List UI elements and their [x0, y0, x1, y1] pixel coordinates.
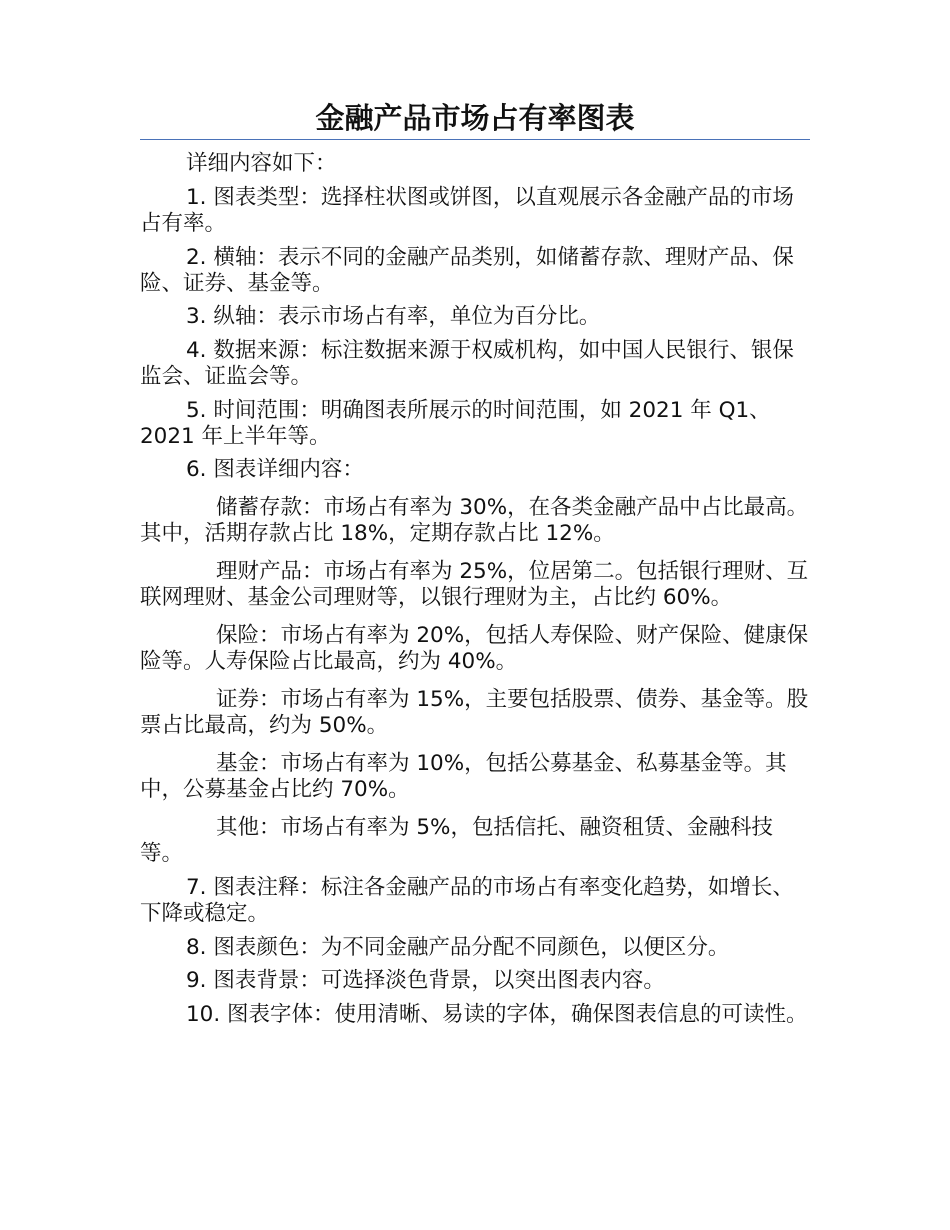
- item-chart-details: 6. 图表详细内容：: [186, 457, 364, 482]
- item-y-axis: 3. 纵轴：表示市场占有率，单位为百分比。: [186, 304, 601, 329]
- detail-funds: 基金：市场占有率为 10%，包括公募基金、私募基金等。其中，公募基金占比约 70%。: [140, 751, 787, 802]
- item-font: 10. 图表字体：使用清晰、易读的字体，确保图表信息的可读性。: [186, 1002, 808, 1027]
- detail-wealth-management: 理财产品：市场占有率为 25%，位居第二。包括银行理财、互联网理财、基金公司理财等，以银行理财为主，占比约 60%。: [140, 559, 809, 610]
- detail-insurance: 保险：市场占有率为 20%，包括人寿保险、财产保险、健康保险等。人寿保险占比最高，约为 40%。: [140, 623, 809, 674]
- document-title: 金融产品市场占有率图表: [315, 101, 635, 135]
- item-time-range: 5. 时间范围：明确图表所展示的时间范围，如 2021 年 Q1、2021 年上半年等。: [140, 398, 771, 449]
- document-body: [140, 151, 810, 1028]
- item-annotations: 7. 图表注释：标注各金融产品的市场占有率变化趋势，如增长、下降或稳定。: [140, 875, 794, 926]
- item-chart-type: 1. 图表类型：选择柱状图或饼图，以直观展示各金融产品的市场占有率。: [140, 185, 794, 236]
- item-x-axis: 2. 横轴：表示不同的金融产品类别，如储蓄存款、理财产品、保险、证券、基金等。: [140, 245, 794, 296]
- detail-savings: 储蓄存款：市场占有率为 30%，在各类金融产品中占比最高。其中，活期存款占比 18%，定期存款占比 12%。: [140, 495, 809, 546]
- intro-paragraph: 详细内容如下：: [186, 151, 337, 176]
- item-colors: 8. 图表颜色：为不同金融产品分配不同颜色，以便区分。: [186, 935, 730, 960]
- detail-securities: 证券：市场占有率为 15%，主要包括股票、债券、基金等。股票占比最高，约为 50%。: [140, 687, 809, 738]
- item-background: 9. 图表背景：可选择淡色背景，以突出图表内容。: [186, 968, 665, 993]
- item-data-source: 4. 数据来源：标注数据来源于权威机构，如中国人民银行、银保监会、证监会等。: [140, 338, 794, 389]
- title-underline: [140, 139, 810, 140]
- detail-other: 其他：市场占有率为 5%，包括信托、融资租赁、金融科技等。: [140, 815, 773, 866]
